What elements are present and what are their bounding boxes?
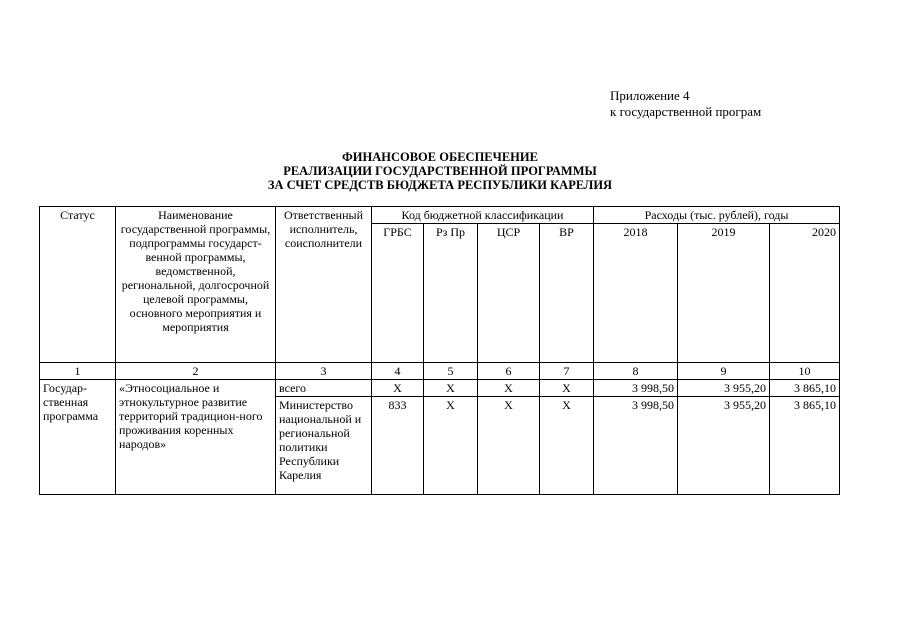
column-number: 8 bbox=[594, 363, 678, 380]
expense-2018-cell: 3 998,50 bbox=[594, 380, 678, 397]
header-year-2020: 2020 bbox=[770, 224, 840, 363]
column-number: 7 bbox=[540, 363, 594, 380]
expense-2020-cell: 3 865,10 bbox=[770, 380, 840, 397]
column-number-row bbox=[40, 363, 840, 380]
header-vr: ВР bbox=[540, 224, 594, 363]
appendix-line-1: Приложение 4 bbox=[610, 88, 690, 103]
header-rzpr: Рз Пр bbox=[424, 224, 478, 363]
rzpr-cell: Х bbox=[424, 380, 478, 397]
grbs-cell: 833 bbox=[372, 397, 424, 495]
title-line-2: РЕАЛИЗАЦИИ ГОСУДАРСТВЕННОЙ ПРОГРАММЫ bbox=[283, 164, 597, 178]
column-number: 1 bbox=[40, 363, 116, 380]
document-title bbox=[0, 150, 880, 192]
column-number: 5 bbox=[424, 363, 478, 380]
column-number: 3 bbox=[276, 363, 372, 380]
column-number: 2 bbox=[116, 363, 276, 380]
column-number: 4 bbox=[372, 363, 424, 380]
column-number: 10 bbox=[770, 363, 840, 380]
header-year-2019: 2019 bbox=[678, 224, 770, 363]
header-year-2018: 2018 bbox=[594, 224, 678, 363]
vr-cell: Х bbox=[540, 380, 594, 397]
appendix-line-2: к государственной програм bbox=[610, 104, 762, 119]
header-row-1 bbox=[40, 207, 840, 224]
executor-cell: всего bbox=[276, 380, 372, 397]
header-name: Наименование государственной программы, подпрограммы государст-венной программы, ведомственной, региональной, долгосрочной целевой программы, основного мероприятия и мероприятия bbox=[116, 207, 276, 363]
column-number: 6 bbox=[478, 363, 540, 380]
rzpr-cell: Х bbox=[424, 397, 478, 495]
header-csr: ЦСР bbox=[478, 224, 540, 363]
title-line-3: ЗА СЧЕТ СРЕДСТВ БЮДЖЕТА РЕСПУБЛИКИ КАРЕЛИЯ bbox=[267, 178, 613, 192]
header-status: Статус bbox=[40, 207, 116, 363]
program-name: «Этносоциальное и этнокультурное развитие территорий традицион-ного проживания коренных народов» bbox=[116, 380, 276, 495]
csr-cell: Х bbox=[478, 397, 540, 495]
grbs-cell: Х bbox=[372, 380, 424, 397]
expense-2019-cell: 3 955,20 bbox=[678, 397, 770, 495]
title-line-1: ФИНАНСОВОЕ ОБЕСПЕЧЕНИЕ bbox=[342, 150, 538, 164]
csr-cell: Х bbox=[478, 380, 540, 397]
header-grbs: ГРБС bbox=[372, 224, 424, 363]
header-expenses: Расходы (тыс. рублей), годы bbox=[594, 207, 840, 224]
header-budget-code: Код бюджетной классификации bbox=[372, 207, 594, 224]
expense-2018-cell: 3 998,50 bbox=[594, 397, 678, 495]
expense-2020-cell: 3 865,10 bbox=[770, 397, 840, 495]
table-row bbox=[40, 380, 840, 397]
appendix-note bbox=[610, 88, 761, 120]
program-status: Государ-ственная программа bbox=[40, 380, 116, 495]
financing-table bbox=[39, 206, 840, 495]
expense-2019-cell: 3 955,20 bbox=[678, 380, 770, 397]
executor-cell: Министерство национальной и региональной политики Республики Карелия bbox=[276, 397, 372, 495]
column-number: 9 bbox=[678, 363, 770, 380]
vr-cell: Х bbox=[540, 397, 594, 495]
header-executor: Ответственный исполнитель, соисполнители bbox=[276, 207, 372, 363]
